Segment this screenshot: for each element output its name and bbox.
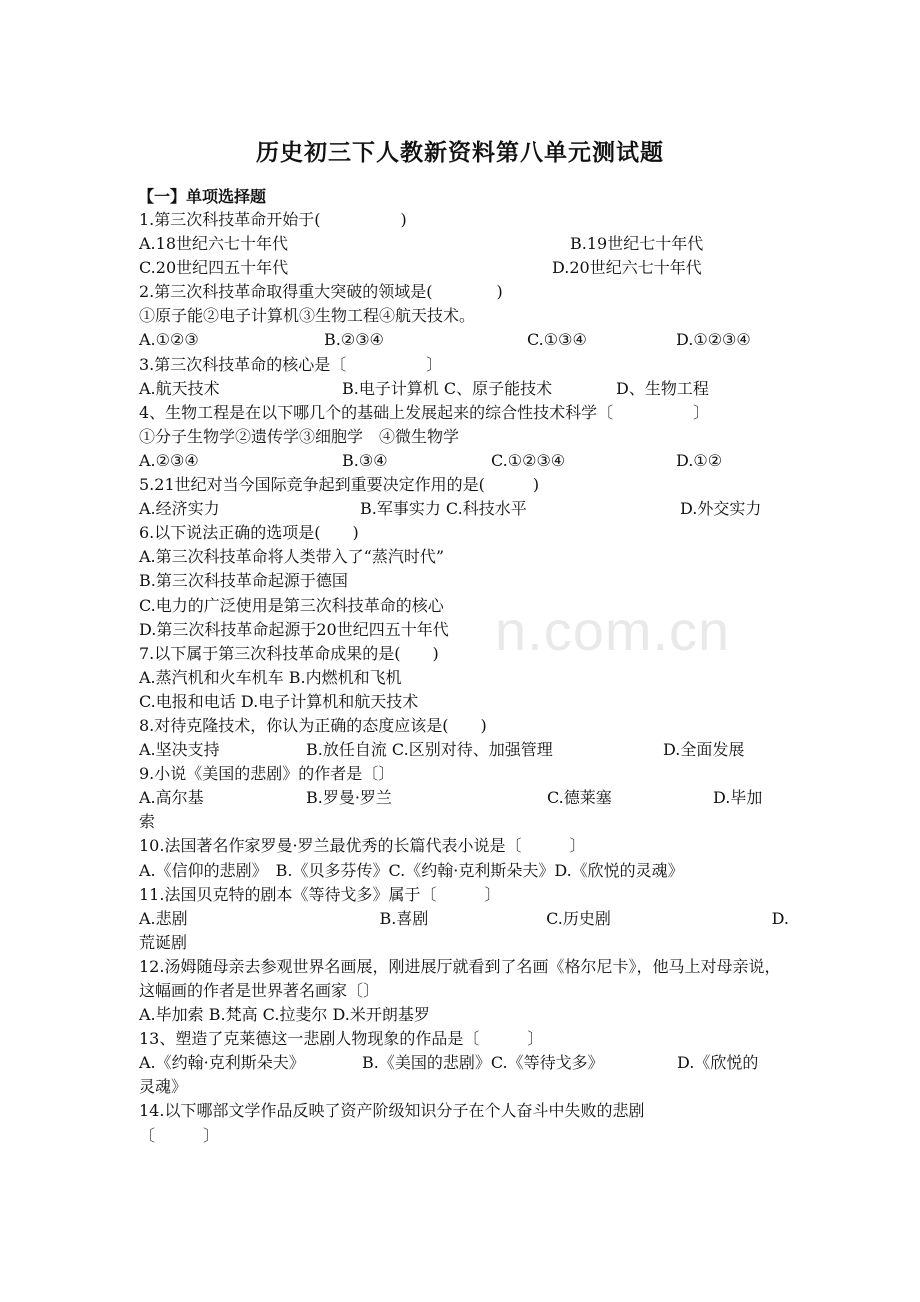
- option-line: D.第三次科技革命起源于20世纪四五十年代: [139, 619, 449, 639]
- option: B.喜剧: [379, 908, 429, 928]
- question-6: 6.以下说法正确的选项是( ): [139, 523, 359, 543]
- options-row: [139, 1051, 789, 1075]
- option: B.19世纪七十年代: [570, 234, 704, 254]
- section-heading: 【一】单项选择题: [138, 187, 267, 206]
- options-row: [139, 786, 789, 810]
- question-10: 10.法国著名作家罗曼·罗兰最优秀的长篇代表小说是〔 〕: [139, 836, 586, 856]
- options-row: [139, 497, 789, 521]
- option: A.经济实力: [139, 499, 220, 519]
- answer-blank: 〔 〕: [139, 1125, 220, 1145]
- option: B.放任自流 C.区别对待、加强管理: [306, 740, 553, 760]
- option: C.20世纪四五十年代: [139, 258, 289, 278]
- option: B.《美国的悲剧》C.《等待戈多》: [362, 1053, 604, 1073]
- option: B.③④: [342, 450, 388, 470]
- option: A.18世纪六七十年代: [139, 234, 289, 254]
- option: D.外交实力: [680, 499, 762, 519]
- option: D.: [771, 908, 789, 928]
- question-5: 5.21世纪对当今国际竞争起到重要决定作用的是( ): [139, 475, 540, 495]
- option: B.军事实力 C.科技水平: [360, 499, 527, 519]
- question-14: 14.以下哪部文学作品反映了资产阶级知识分子在个人奋斗中失败的悲剧: [139, 1101, 645, 1121]
- option: C.历史剧: [546, 908, 611, 928]
- page-title: 历史初三下人教新资料第八单元测试题: [256, 139, 664, 166]
- option: D.全面发展: [663, 740, 745, 760]
- option-line: C.电力的广泛使用是第三次科技革命的核心: [139, 595, 444, 615]
- question-12: 12.汤姆随母亲去参观世界名画展，刚进展厅就看到了名画《格尔尼卡》，他马上对母亲说，这幅画的作者是世界著名画家〔〕: [139, 956, 781, 1000]
- option-continuation: 索: [139, 812, 156, 832]
- options-row: [139, 328, 789, 352]
- watermark: n.com.cn: [495, 599, 731, 662]
- option-line: C.电报和电话 D.电子计算机和航天技术: [139, 691, 419, 711]
- option-line: A.蒸汽机和火车机车 B.内燃机和飞机: [139, 667, 402, 687]
- question-11: 11.法国贝克特的剧本《等待戈多》属于〔 〕: [139, 884, 501, 904]
- question-4: 4、生物工程是在以下哪几个的基础上发展起来的综合性技术科学〔 〕: [139, 402, 710, 422]
- option: A.②③④: [139, 450, 199, 470]
- option: A.悲剧: [139, 908, 188, 928]
- options-row: [139, 256, 789, 280]
- option: D.①②③④: [676, 330, 751, 350]
- question-1: 1.第三次科技革命开始于( ): [139, 210, 407, 229]
- option: A.《约翰·克利斯朵夫》: [139, 1053, 305, 1073]
- option-line: A.《信仰的悲剧》 B.《贝多芬传》C.《约翰·克利斯朵夫》D.《欣悦的灵魂》: [139, 860, 684, 880]
- question-9: 9.小说《美国的悲剧》的作者是〔〕: [139, 764, 395, 784]
- option: D.①②: [676, 450, 723, 470]
- option: B.电子计算机 C、原子能技术: [342, 378, 553, 398]
- question-8: 8.对待克隆技术，你认为正确的态度应该是( ): [139, 715, 487, 735]
- option: D.《欣悦的: [677, 1053, 759, 1073]
- options-row: [139, 449, 789, 473]
- option: C.①③④: [527, 330, 587, 350]
- option: D、生物工程: [616, 378, 709, 398]
- option-line: A.第三次科技革命将人类带入了“蒸汽时代”: [139, 547, 445, 567]
- question-stem: ①原子能②电子计算机③生物工程④航天技术。: [139, 306, 476, 326]
- question-2: 2.第三次科技革命取得重大突破的领域是( ): [139, 282, 503, 302]
- option: D.毕加: [713, 788, 763, 808]
- option: C.德莱塞: [547, 788, 612, 808]
- options-row: [139, 377, 789, 401]
- option: B.罗曼·罗兰: [306, 788, 392, 808]
- option: A.航天技术: [139, 378, 220, 398]
- option: B.②③④: [324, 330, 384, 350]
- option: D.20世纪六七十年代: [552, 258, 702, 278]
- question-stem: ①分子生物学②遗传学③细胞学 ④微生物学: [139, 426, 460, 446]
- option-continuation: 灵魂》: [139, 1077, 188, 1097]
- options-row: [139, 907, 789, 931]
- question-13: 13、塑造了克莱德这一悲剧人物现象的作品是〔 〕: [139, 1029, 544, 1049]
- option: A.高尔基: [139, 788, 204, 808]
- option-line: B.第三次科技革命起源于德国: [139, 571, 348, 591]
- option-continuation: 荒诞剧: [139, 932, 188, 952]
- option: C.①②③④: [491, 450, 566, 470]
- question-list: [139, 208, 789, 1148]
- options-row: [139, 232, 789, 256]
- option: A.坚决支持: [139, 740, 220, 760]
- question-3: 3.第三次科技革命的核心是〔 〕: [139, 354, 443, 374]
- question-7: 7.以下属于第三次科技革命成果的是( ): [139, 643, 439, 663]
- option: A.①②③: [139, 330, 199, 350]
- options-row: [139, 738, 789, 762]
- option-line: A.毕加索 B.梵高 C.拉斐尔 D.米开朗基罗: [139, 1005, 430, 1025]
